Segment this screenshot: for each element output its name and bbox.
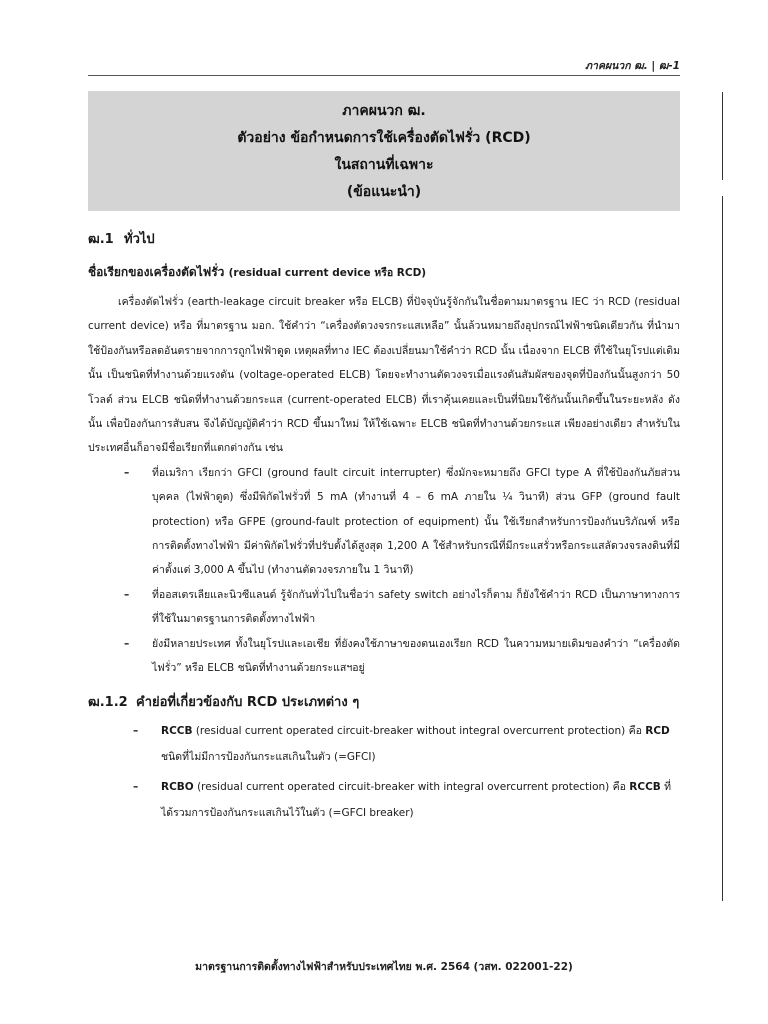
appendix-label: ภาคผนวก ฒ. — [342, 102, 426, 119]
subheading — [88, 263, 680, 282]
abbreviation-definition: (residual current operated circuit-breaker with integral overcurrent protection) คือ — [193, 780, 630, 793]
abbreviation-term: RCBO — [161, 780, 194, 793]
page-footer: มาตรฐานการติดตั้งทางไฟฟ้าสำหรับประเทศไทย พ.ศ. 2564 (วสท. 022001-22) — [195, 961, 573, 973]
abbreviation-list — [88, 718, 680, 826]
abbreviation-definition: (residual current operated circuit-breaker without integral overcurrent protection) คือ — [192, 724, 646, 737]
abbreviation-term: RCCB — [161, 724, 193, 737]
page-edge-rule-top — [722, 92, 723, 180]
abbreviation-item-rccb — [88, 718, 680, 770]
list-item — [88, 461, 680, 583]
list-item — [88, 632, 680, 681]
subheading-thai: ชื่อเรียกของเครื่องตัดไฟรั่ว — [88, 265, 225, 279]
main-content — [88, 228, 680, 830]
subheading-english: (residual current device หรือ RCD) — [228, 267, 427, 279]
dash-bullet: – — [124, 637, 130, 650]
subsection-heading — [88, 691, 680, 712]
header-rule — [88, 75, 680, 76]
page-edge-rule — [722, 196, 723, 901]
list-item-text: ที่อเมริกา เรียกว่า GFCI (ground fault circuit interrupter) ซึ่งมักจะหมายถึง GFCI type A ที่ใช้ป้องกันภัยส่วนบุคคล (ไฟฟ้าดูด) ซึ่งมีพิกัดไฟรั่วที่ 5 mA (ทำงานที่ 4 – 6 mA ภายใน ¼ วินาที) ส่วน GFP (ground fault protection) หรือ GFPE (ground-fault protection of equipment) นั้น ใช้เรียกสำหรับการป้องกันบริภัณฑ์ หรือ การติดตั้งทางไฟฟ้า มีค่าพิกัดไฟรั่วที่ปรับตั้งได้สูงสุด 1,200 A ใช้สำหรับกรณีที่มีกระแสรั่วหรือกระแสลัดวงจรลงดินที่มีค่าตั้งแต่ 3,000 A ขึ้นไป (ทำงานตัดวงจรภายใน 1 วินาที) — [152, 466, 680, 577]
appendix-title-box — [88, 91, 680, 211]
appendix-subtitle: ในสถานที่เฉพาะ — [334, 156, 434, 173]
dash-bullet: – — [124, 588, 130, 601]
dash-bullet: – — [133, 780, 139, 793]
section-heading — [88, 228, 680, 249]
dash-bullet: – — [133, 724, 139, 737]
section-title: ทั่วไป — [124, 232, 155, 247]
subsection-number: ฒ.1.2 — [88, 694, 128, 710]
abbreviation-ref: RCD — [645, 724, 670, 737]
appendix-title: ตัวอย่าง ข้อกำหนดการใช้เครื่องตัดไฟรั่ว (RCD) — [237, 129, 531, 146]
abbreviation-ref: RCCB — [629, 780, 661, 793]
abbreviation-tail: ชนิดที่ไม่มีการป้องกันกระแสเกินในตัว (=GFCI) — [161, 750, 376, 763]
intro-paragraph: เครื่องตัดไฟรั่ว (earth-leakage circuit breaker หรือ ELCB) ที่ปัจจุบันรู้จักกันในชื่อตามมาตรฐาน IEC ว่า RCD (residual current device) หรือ ที่มาตรฐาน มอก. ใช้คำว่า “เครื่องตัดวงจรกระแสเหลือ” นั้นล้วนหมายถึงอุปกรณ์ไฟฟ้าชนิดเดียวกัน ที่นำมาใช้ป้องกันหรือลดอันตรายจากการถูกไฟฟ้าดูด เหตุผลที่ทาง IEC ต้องเปลี่ยนมาใช้คำว่า RCD นั้น เนื่องจาก ELCB ที่ใช้ในยุโรปแต่เดิมนั้น เป็นชนิดที่ทำงานด้วยแรงดัน (voltage-operated ELCB) โดยจะทำงานตัดวงจรเมื่อแรงดันสัมผัสของจุดที่ป้องกันนั้นสูงกว่า 50 โวลต์ ส่วน ELCB ชนิดที่ทำงานด้วยกระแส (current-operated ELCB) ที่เราคุ้นเคยและเป็นที่นิยมใช้กันนั้นเกิดขึ้นในระยะหลัง ดังนั้น เพื่อป้องกันการสับสน จึงได้บัญญัติคำว่า RCD ขึ้นมาใหม่ ให้ใช้เฉพาะ ELCB ชนิดที่ทำงานด้วยกระแส เพียงอย่างเดียว สำหรับในประเทศอื่นก็อาจมีชื่อเรียกที่แตกต่างกัน เช่น — [88, 296, 680, 455]
list-item — [88, 583, 680, 632]
appendix-note: (ข้อแนะนำ) — [346, 183, 422, 200]
abbreviation-tail: ที่ได้รวมการป้องกันกระแสเกินไว้ในตัว (=GFCI breaker) — [161, 780, 672, 819]
subsection-title: คำย่อที่เกี่ยวข้องกับ RCD ประเภทต่าง ๆ — [136, 694, 360, 710]
abbreviation-item-rcbo — [88, 774, 680, 826]
dash-bullet: – — [124, 466, 130, 479]
running-header: ภาคผนวก ฒ. | ฒ-1 — [585, 60, 680, 72]
list-item-text: ที่ออสเตรเลียและนิวซีแลนด์ รู้จักกันทั่วไปในชื่อว่า safety switch อย่างไรก็ตาม ก็ยังใช้คำว่า RCD เป็นภาษาทางการที่ใช้ในมาตรฐานการติดตั้งทางไฟฟ้า — [152, 588, 680, 626]
naming-list — [88, 461, 680, 681]
section-number: ฒ.1 — [88, 232, 114, 247]
list-item-text: ยังมีหลายประเทศ ทั้งในยุโรปและเอเชีย ที่ยังคงใช้ภาษาของตนเองเรียก RCD ในความหมายเดิมของคำว่า “เครื่องตัดไฟรั่ว” หรือ ELCB ชนิดที่ทำงานด้วยกระแสฯอยู่ — [152, 637, 680, 675]
